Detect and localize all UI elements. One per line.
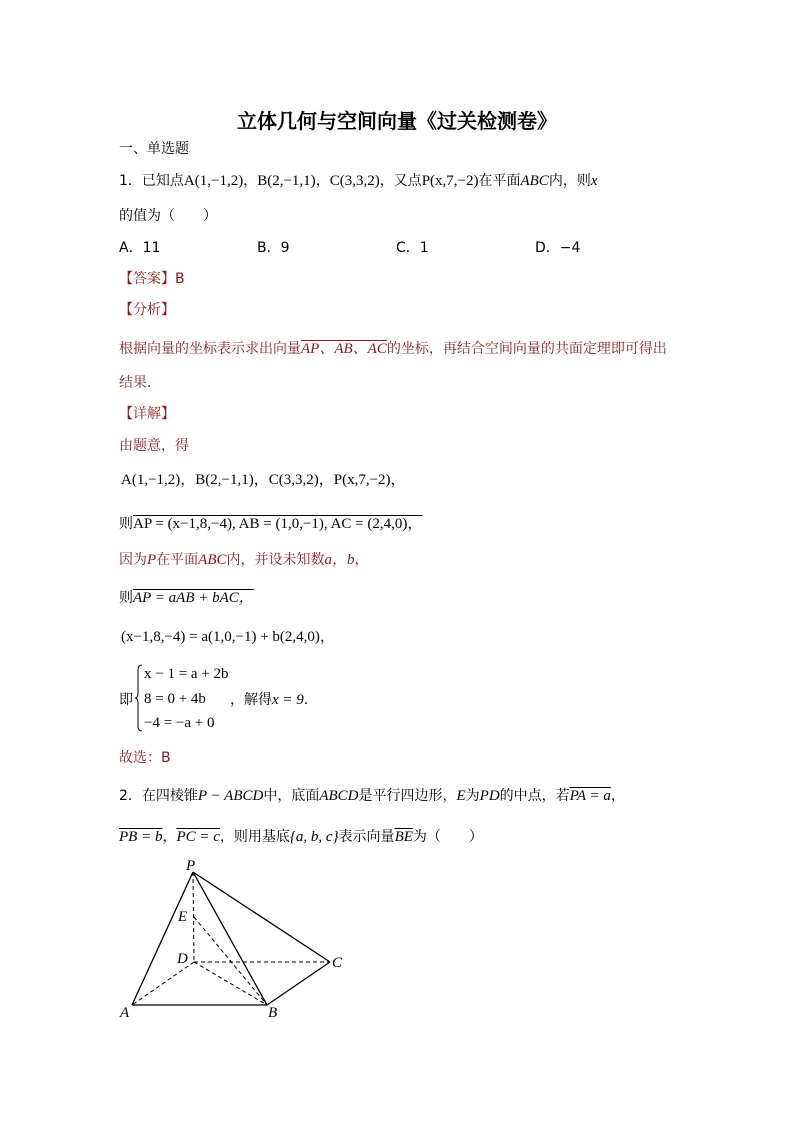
q2-comma: ， xyxy=(610,788,625,804)
solution-line xyxy=(230,691,308,709)
q2-sep: ， xyxy=(162,829,177,845)
detail-because-line xyxy=(119,551,369,569)
q1-stem-line2: 的值为（ ） xyxy=(119,208,217,224)
edge-pc xyxy=(193,872,330,962)
q2-text-basis: ，则用基底 xyxy=(219,829,290,845)
vector-pb: PB = b xyxy=(119,829,163,845)
analysis-vectors: AP、AB、AC xyxy=(301,341,387,357)
base-name: ABCD xyxy=(319,788,359,804)
detail-coplanar-line xyxy=(119,589,254,607)
q1-number: 1．已知点 xyxy=(119,173,184,189)
detail-vectors-line xyxy=(119,515,422,533)
unknowns-ab: a，b xyxy=(324,552,355,568)
option-d[interactable]: D．−4 xyxy=(535,240,581,256)
label-c: C xyxy=(332,955,343,971)
analysis-line2: 结果. xyxy=(119,375,152,391)
detail-heading: 【详解】 xyxy=(119,406,175,422)
coplanar-equation: AP = aAB + bAC， xyxy=(133,590,254,606)
var-x: x xyxy=(590,173,598,189)
point-e: E xyxy=(456,788,466,804)
system-brace-icon xyxy=(135,664,143,732)
pyramid-figure xyxy=(110,855,360,1025)
analysis-heading: 【分析】 xyxy=(119,302,175,318)
detail-line1: 由题意，得 xyxy=(119,438,189,454)
analysis-text-a: 根据向量的坐标表示求出向量 xyxy=(119,341,301,357)
segment-eb xyxy=(194,917,267,1005)
q2-text-b: 中，底面 xyxy=(263,788,320,804)
solution-text: ，解得 xyxy=(230,692,272,708)
detail-vectors: AP = (x−1,8,−4), AB = (1,0,−1), AC = (2,4,0)， xyxy=(133,516,423,532)
edge-db xyxy=(194,962,267,1005)
point-a: A(1,−1,2) xyxy=(183,173,244,189)
system-prefix: 即 xyxy=(119,692,133,708)
plane-text: 在平面 xyxy=(156,552,199,568)
q2-text-represent: 表示向量 xyxy=(338,829,395,845)
pyramid-name: P − ABCD xyxy=(197,788,264,804)
unknowns-text: 内，并设未知数 xyxy=(226,552,325,568)
vector-pa: PA = a xyxy=(569,788,611,804)
label-e: E xyxy=(178,909,188,925)
edge-pb xyxy=(193,872,267,1005)
point-c: C(3,3,2) xyxy=(329,173,380,189)
q2-text-d: 为 xyxy=(465,788,480,804)
q1-tail2: 内，则 xyxy=(548,173,591,189)
q1-p-pre: ，又点 xyxy=(379,173,422,189)
edge-bc xyxy=(267,962,330,1005)
q2-text-e: 的中点，若 xyxy=(499,788,570,804)
label-b: B xyxy=(268,1005,278,1021)
point-p-ref: P xyxy=(147,552,157,568)
edge-pd xyxy=(193,872,194,962)
label-p: P xyxy=(186,858,196,874)
q2-number: 2．在四棱锥 xyxy=(119,788,198,804)
comma: ， xyxy=(354,552,369,568)
detail-then-2: 则 xyxy=(119,590,133,606)
analysis-line1 xyxy=(119,340,667,358)
label-d: D xyxy=(177,951,188,967)
conclusion: 故选：B xyxy=(119,750,171,766)
analysis-text-b: 的坐标，再结合空间向量的共面定理即可得出 xyxy=(386,341,667,357)
q1-stem-line1: 1．已知点A(1,−1,2)，B(2,−1,1)，C(3,3,2)，又点P(x,7,−2)在平面ABC内，则x xyxy=(119,173,598,189)
system-eq-1: x − 1 = a + 2b xyxy=(144,666,229,682)
page-title: 立体几何与空间向量《过关检测卷》 xyxy=(237,109,557,133)
point-p: P(x,7,−2) xyxy=(421,173,479,189)
q1-tail: 在平面 xyxy=(478,173,521,189)
plane-abc: ABC xyxy=(520,173,549,189)
q2-stem-line2 xyxy=(119,828,483,846)
because-text: 因为 xyxy=(119,552,147,568)
option-a[interactable]: A．11 xyxy=(119,240,161,256)
solution-value: x = 9 xyxy=(272,692,304,708)
detail-then: 则 xyxy=(119,516,133,532)
basis-set: {a, b, c} xyxy=(289,829,339,845)
coordinate-equation: (x−1,8,−4) = a(1,0,−1) + b(2,4,0)， xyxy=(121,629,335,645)
vector-pc: PC = c xyxy=(176,829,220,845)
edge-pa xyxy=(132,872,193,1005)
q2-stem-line1 xyxy=(119,787,625,805)
q2-blank: 为（ ） xyxy=(412,829,483,845)
system-eq-2: 8 = 0 + 4b xyxy=(144,691,206,707)
segment-pd: PD xyxy=(479,788,500,804)
section-heading: 一、单选题 xyxy=(119,141,189,157)
detail-points: A(1,−1,2)，B(2,−1,1)，C(3,3,2)，P(x,7,−2)， xyxy=(121,472,406,488)
option-b[interactable]: B．9 xyxy=(257,240,290,256)
system-eq-3: −4 = −a + 0 xyxy=(144,715,215,731)
plane-abc-ref: ABC xyxy=(198,552,227,568)
solution-dot: . xyxy=(303,692,309,708)
q2-text-c: 是平行四边形， xyxy=(358,788,457,804)
option-c[interactable]: C．1 xyxy=(396,240,429,256)
vector-be: $\overline{BE}$ xyxy=(394,829,413,845)
point-b: B(2,−1,1) xyxy=(257,173,316,189)
label-a: A xyxy=(120,1005,130,1021)
answer-label: 【答案】B xyxy=(119,271,185,287)
